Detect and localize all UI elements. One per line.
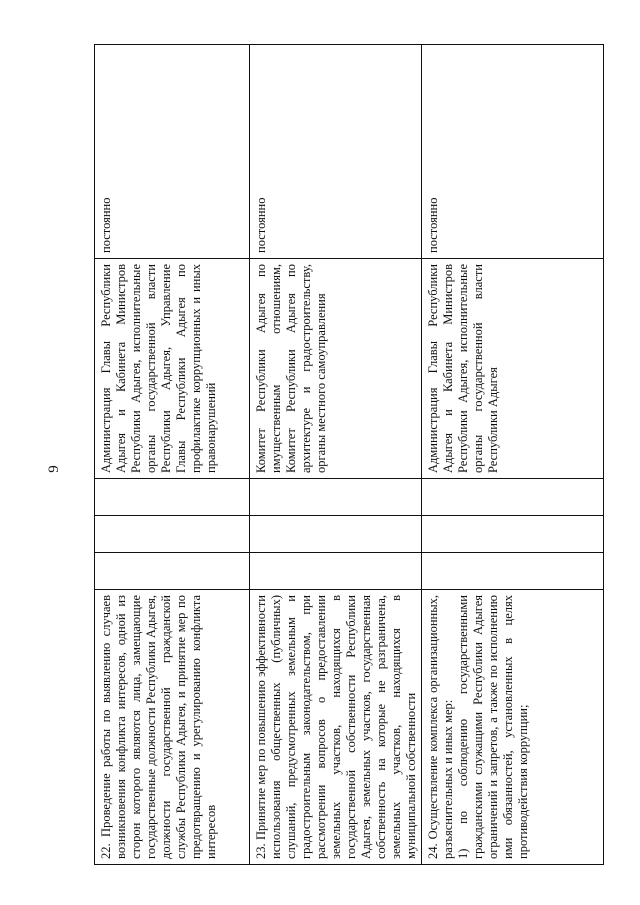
executor-cell: Администрация Главы Республики Адыгея и Кабинета Министров Республики Адыгея, исполнительные органы государственной власти Республики Адыгея, Управление Главы Республики Адыгея по профилактике коррупционных и иных правонарушений	[95, 259, 250, 479]
measure-cell: 23. Принятие мер по повышению эффективности использования общественных (публичных) слушаний, предусмотренных земельным и градостроительным законодательством, при рассмотрении вопросов о предоставлении земельных участков, находящихся в государственной собственности Республики Адыгея, земельных участков, государственная собственность на которые не разграничена, земельных участков, находящихся в муниципальной собственности	[250, 590, 422, 865]
term-cell: постоянно	[95, 45, 250, 259]
executor-cell: Комитет Республики Адыгея по имущественным отношениям, Комитет Республики Адыгея по архитектуре и градостроительству, органы местного самоуправления	[250, 259, 422, 479]
term-cell: постоянно	[422, 45, 604, 259]
action-plan-table	[94, 44, 604, 865]
empty-cell	[422, 516, 604, 553]
table-row	[250, 45, 422, 865]
empty-cell	[422, 553, 604, 590]
measure-cell: 22. Проведение работы по выявлению случаев возникновения конфликта интересов, одной из сторон которого являются лица, замещающие государственные должности Республики Адыгея, должности государственной гражданской службы Республики Адыгея, и принятие мер по предотвращению и урегулированию конфликта интересов	[95, 590, 250, 865]
empty-cell	[95, 553, 250, 590]
empty-cell	[250, 516, 422, 553]
table-row	[422, 45, 604, 865]
empty-cell	[95, 479, 250, 516]
table-row	[95, 45, 250, 865]
executor-cell: Администрация Главы Республики Адыгея и Кабинета Министров Республики Адыгея, исполнительные органы государственной власти Республики Адыгея	[422, 259, 604, 479]
page-number: 9	[46, 465, 62, 473]
measure-intro: 24. Осуществление комплекса организационных, разъяснительных и иных мер:	[426, 595, 455, 859]
empty-cell	[95, 516, 250, 553]
term-cell: постоянно	[250, 45, 422, 259]
empty-cell	[422, 479, 604, 516]
empty-cell	[250, 553, 422, 590]
measure-cell	[422, 590, 604, 865]
measure-subitem: 1) по соблюдению государственными гражданскими служащими Республики Адыгея ограничений и запретов, а также по исполнению ими обязанностей, установленных в целях противодействия коррупции;	[456, 595, 530, 859]
empty-cell	[250, 479, 422, 516]
